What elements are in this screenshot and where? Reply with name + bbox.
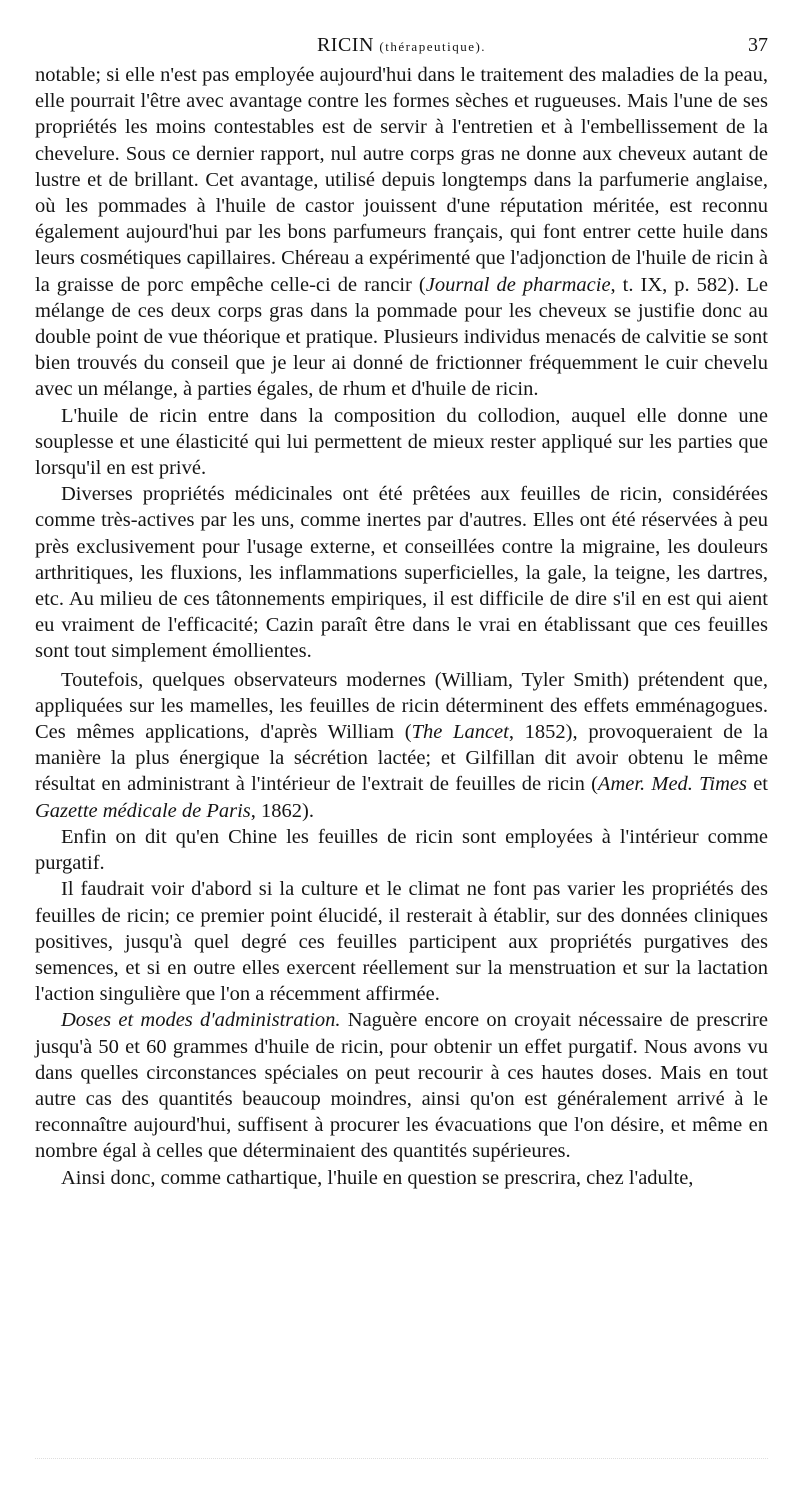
scan-artifact-line	[35, 1458, 768, 1469]
paragraph-2: L'huile de ricin entre dans la composition du collodion, auquel elle donne une souplesse et une élasticité qui lui permettent de mieux rester appliqué sur les parties que lorsqu'il en est privé.	[35, 404, 768, 480]
paragraph-4	[35, 667, 768, 824]
paragraph-1-text-c: , t. IX, p. 582). Le mélange de ces deux corps gras dans la pommade pour les cheveux se justifie donc au double point de vue théorique et pratique. Plusieurs individus menacés de calvitie se sont bien trouvés du conseil que je leur ai donné de frictionner fréquemment le cuir chevelu avec un mélange, à parties égales, de rhum et d'huile de ricin.	[35, 273, 769, 401]
page-number: 37	[748, 34, 768, 56]
paragraph-4-text-a: Toutefois, quelques observateurs modernes (William, Tyler Smith) prétendent que, appliquées sur les mamelles, les feuilles de ricin déterminent des effets emménagogues. Ces mêmes applications, d'après William (	[35, 668, 768, 744]
citation-journal-de-pharmacie: Journal de pharmacie	[425, 273, 611, 296]
citation-gazette-medicale: Gazette médicale de Paris	[35, 799, 251, 822]
running-head	[35, 28, 768, 62]
paragraph-4-text-c: , 1852), provoqueraient de la manière la plus énergique la sécrétion lactée; et Gilfillan dit avoir obtenu le même résultat en administrant à l'intérieur de l'extrait de feuilles de ricin (	[35, 721, 769, 796]
paragraph-4-text-e: et	[747, 773, 769, 796]
section-heading-doses: Doses et modes d'administration.	[61, 1009, 341, 1032]
paragraph-8: Ainsi donc, comme cathartique, l'huile en question se prescrira, chez l'adulte,	[61, 1166, 694, 1189]
running-title-main: RICIN	[316, 34, 374, 56]
paragraph-1	[35, 62, 768, 403]
citation-the-lancet: The Lancet	[411, 721, 509, 744]
paragraph-4-text-g: , 1862).	[250, 799, 314, 822]
body-text	[35, 62, 768, 1191]
paragraph-7-text-b: Naguère encore on croyait nécessaire de prescrire jusqu'à 50 et 60 grammes d'huile de ricin, pour obtenir un effet purgatif. Nous avons vu dans quelles circonstances spéciales on peut recourir à ces hautes doses. Mais en tout autre cas des quantités beaucoup moindres, ainsi qu'on est généralement arrivé à le reconnaître aujourd'hui, suffisent à procurer les évacuations que l'on désire, et même en nombre égal à celles que déterminaient des quantités supérieures.	[35, 1009, 768, 1163]
citation-amer-med-times: Amer. Med. Times	[597, 773, 747, 796]
running-title	[35, 28, 768, 64]
paragraph-3: Diverses propriétés médicinales ont été prêtées aux feuilles de ricin, considérées comme très-actives par les uns, comme inertes par d'autres. Elles ont été réservées à peu près exclusivement pour l'usage externe, et conseillées contre la migraine, les douleurs arthritiques, les fluxions, les inflammations superficielles, la gale, la teigne, les dartres, etc. Au milieu de ces tâtonnements empiriques, il est difficile de dire s'il en est qui aient eu vraiment de l'efficacité; Cazin paraît être dans le vrai en établissant que ces feuilles sont tout simplement émollientes.	[35, 483, 768, 663]
paragraph-5: Enfin on dit qu'en Chine les feuilles de ricin sont employées à l'intérieur comme purgatif.	[35, 825, 768, 875]
running-title-subtitle: (thérapeutique).	[379, 39, 487, 54]
paragraph-1-text-a: notable; si elle n'est pas employée aujourd'hui dans le traitement des maladies de la peau, elle pourrait l'être avec avantage contre les formes sèches et rugueuses. Mais l'une de ses propriétés les moins contestables est de servir à l'entretien et à l'embellissement de la chevelure. Sous ce dernier rapport, nul autre corps gras ne donne aux cheveux autant de lustre et de brillant. Cet avantage, utilisé depuis longtemps dans la parfumerie anglaise, où les pommades à l'huile de castor jouissent d'une réputation méritée, est reconnu également aujourd'hui par les bons parfumeurs français, qui font entrer cette huile dans leurs cosmétiques capillaires. Chéreau a expérimenté que l'adjonction de l'huile de ricin à la graisse de porc empêche celle-ci de rancir (	[35, 64, 768, 296]
paragraph-7	[35, 1007, 768, 1164]
paragraph-6: Il faudrait voir d'abord si la culture et le climat ne font pas varier les propriétés des feuilles de ricin; ce premier point élucidé, il resterait à établir, sur des données cliniques positives, jusqu'à quel degré ces feuilles participent aux propriétés purgatives des semences, et si en outre elles exercent réellement sur la menstruation et sur la lactation l'action singulière que l'on a récemment affirmée.	[35, 878, 768, 1006]
